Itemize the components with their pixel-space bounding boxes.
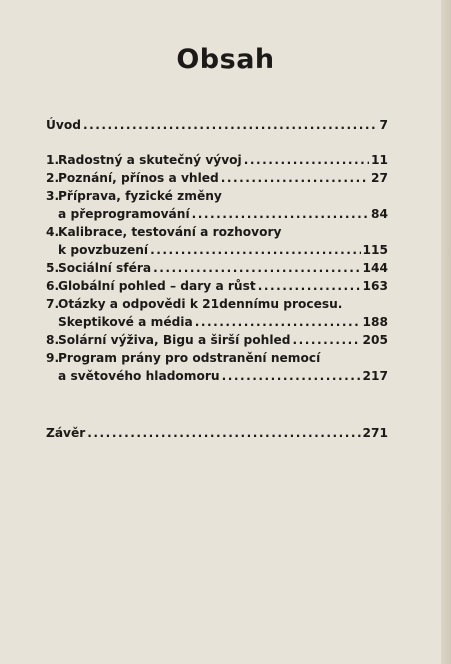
chapter-page: 188 <box>362 315 388 329</box>
toc-entry-5 <box>46 259 388 277</box>
chapter-page: 11 <box>371 153 388 167</box>
toc-outro-label: Závěr <box>46 426 86 440</box>
page-edge <box>441 0 451 664</box>
toc-entry-7 <box>46 295 388 331</box>
chapter-title: Kalibrace, testování a rozhovory <box>58 225 282 239</box>
chapter-title-cont: k povzbuzení <box>58 243 149 257</box>
leader-dots <box>221 169 369 187</box>
leader-dots <box>222 367 361 385</box>
leader-dots <box>150 241 360 259</box>
chapter-page: 144 <box>362 261 388 275</box>
leader-dots <box>153 259 360 277</box>
toc-chapters <box>46 151 388 385</box>
chapter-page: 163 <box>362 279 388 293</box>
chapter-number: 9. <box>46 351 60 365</box>
toc-entry-3 <box>46 187 388 223</box>
leader-dots <box>83 116 378 134</box>
chapter-number: 1. <box>46 153 60 167</box>
chapter-number: 6. <box>46 279 60 293</box>
chapter-number: 7. <box>46 297 60 311</box>
chapter-title: Otázky a odpovědi k 21dennímu procesu. <box>58 297 343 311</box>
toc-entry-1 <box>46 151 388 169</box>
chapter-title: Příprava, fyzické změny <box>58 189 222 203</box>
chapter-title: Program prány pro odstranění nemocí <box>58 351 321 365</box>
chapter-number: 8. <box>46 333 60 347</box>
toc-intro-label: Úvod <box>46 118 81 132</box>
chapter-number: 2. <box>46 171 60 185</box>
leader-dots <box>293 331 361 349</box>
leader-dots <box>244 151 369 169</box>
toc-intro-page: 7 <box>379 118 388 132</box>
toc-intro <box>46 116 388 134</box>
toc-entry-9 <box>46 349 388 385</box>
leader-dots <box>195 313 361 331</box>
chapter-title-cont: a světového hladomoru <box>58 369 220 383</box>
chapter-title-cont: a přeprogramování <box>58 207 190 221</box>
chapter-page: 84 <box>371 207 388 221</box>
leader-dots <box>192 205 369 223</box>
chapter-page: 217 <box>362 369 388 383</box>
chapter-title-cont: Skeptikové a média <box>58 315 193 329</box>
chapter-title: Globální pohled – dary a růst <box>58 279 256 293</box>
toc-outro-page: 271 <box>362 426 388 440</box>
page-title: Obsah <box>176 44 275 75</box>
chapter-title: Solární výživa, Bigu a širší pohled <box>58 333 291 347</box>
toc-outro <box>46 424 388 442</box>
chapter-number: 4. <box>46 225 60 239</box>
chapter-page: 205 <box>362 333 388 347</box>
chapter-page: 115 <box>362 243 388 257</box>
leader-dots <box>258 277 361 295</box>
chapter-title: Sociální sféra <box>58 261 152 275</box>
toc-entry-8 <box>46 331 388 349</box>
chapter-number: 5. <box>46 261 60 275</box>
chapter-page: 27 <box>371 171 388 185</box>
chapter-title: Radostný a skutečný vývoj <box>58 153 242 167</box>
chapter-number: 3. <box>46 189 60 203</box>
toc-entry-4 <box>46 223 388 259</box>
toc-entry-6 <box>46 277 388 295</box>
chapter-title: Poznání, přínos a vhled <box>58 171 219 185</box>
leader-dots <box>87 424 360 442</box>
toc-entry-2 <box>46 169 388 187</box>
